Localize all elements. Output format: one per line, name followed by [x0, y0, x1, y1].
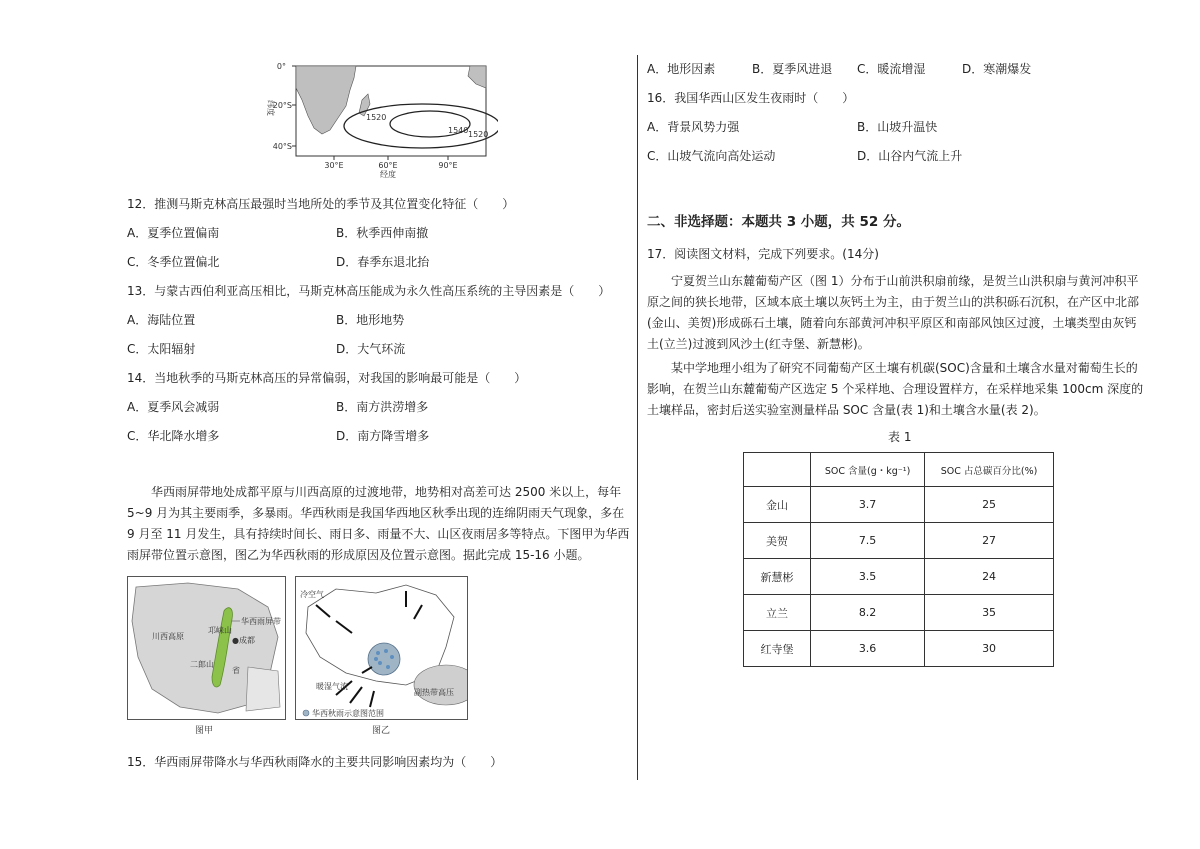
pressure-map-svg — [258, 58, 498, 178]
table-cell-site: 金山 — [744, 487, 811, 523]
figure-jia-map — [128, 577, 285, 719]
passage-15-16: 华西雨屏带地处成都平原与川西高原的过渡地带，地势相对高差可达 2500 米以上，每年 5~9 月为其主要雨季，多暴雨。华西秋雨是我国华西地区秋季出现的连绵阴雨天气现象，多在 9 月至 11 月发生，具有持续时间长、雨日多、雨量不大、山区夜雨居多等特点。下图甲为华西雨屏带位置示意图，图乙为华西秋雨的形成原因及位置示意图。据此完成 15-16 小题。 — [127, 485, 630, 562]
table-cell-site: 新慧彬 — [744, 559, 811, 595]
section-2-heading: 二、非选择题：本题共 3 小题，共 52 分。 — [647, 214, 910, 230]
q15-option-d: D．寒潮爆发 — [962, 62, 1032, 76]
q12-option-d: D．春季东退北抬 — [336, 255, 430, 269]
legend-huaxi-autumn-rain: 华西秋雨示意图范围 — [312, 709, 384, 718]
table-row — [744, 523, 1054, 559]
x-tick-60e: 60°E — [378, 161, 398, 170]
table-cell-pct: 25 — [925, 487, 1054, 523]
q12-option-a: A．夏季位置偏南 — [127, 226, 220, 240]
y-tick-40s: 40°S — [272, 142, 292, 151]
y-axis-label: 纬度 — [266, 100, 275, 116]
table-cell-site: 美贺 — [744, 523, 811, 559]
table-cell-site: 红寺堡 — [744, 631, 811, 667]
q15-stem: 15．华西雨屏带降水与华西秋雨降水的主要共同影响因素均为（ ） — [127, 755, 503, 769]
q16-option-c: C．山坡气流向高处运动 — [647, 149, 776, 163]
table-cell-soc: 7.5 — [811, 523, 925, 559]
q13-option-c: C．太阳辐射 — [127, 342, 196, 356]
q17-paragraph-2: 某中学地理小组为了研究不同葡萄产区土壤有机碳(SOC)含量和土壤含水量对葡萄生长的影响，在贺兰山东麓葡萄产区选定 5 个采样地、合理设置样方，在采样地采集 100cm 深度的土壤样品，密封后送实验室测量样品 SOC 含量(表 1)和土壤含水量(表 2)。 — [647, 361, 1144, 417]
x-tick-90e: 90°E — [438, 161, 458, 170]
q16-stem: 16．我国华西山区发生夜雨时（ ） — [647, 91, 855, 105]
q13-option-a: A．海陆位置 — [127, 313, 196, 327]
q13-option-b: B．地形地势 — [336, 313, 405, 327]
q16-option-d: D．山谷内气流上升 — [857, 149, 963, 163]
q12-option-c: C．冬季位置偏北 — [127, 255, 220, 269]
isobar-label-1540: 1540 — [448, 126, 469, 135]
table-cell-soc: 3.7 — [811, 487, 925, 523]
table-header-row — [744, 453, 1054, 487]
label-chengdu: ●成都 — [232, 636, 255, 645]
figure-jia-caption: 图甲 — [195, 726, 214, 736]
table-cell-soc: 3.6 — [811, 631, 925, 667]
label-qionglai-mountain: 邛崃山 — [208, 626, 232, 635]
table1-title: 表 1 — [888, 430, 912, 444]
table-cell-pct: 24 — [925, 559, 1054, 595]
figure-yi — [295, 576, 468, 720]
q15-option-b: B．夏季风进退 — [752, 62, 833, 76]
table-header-pct: SOC 占总碳百分比(%) — [925, 453, 1054, 487]
q13-stem: 13．与蒙古西伯利亚高压相比，马斯克林高压能成为永久性高压系统的主导因素是（ ） — [127, 284, 611, 298]
table-row — [744, 631, 1054, 667]
table-cell-site: 立兰 — [744, 595, 811, 631]
q15-option-c: C．暖流增湿 — [857, 62, 926, 76]
table-row — [744, 487, 1054, 523]
figure-jia — [127, 576, 286, 720]
q12-stem: 12．推测马斯克林高压最强时当地所处的季节及其位置变化特征（ ） — [127, 197, 515, 211]
table-1 — [743, 452, 1054, 667]
x-axis-label: 经度 — [380, 170, 396, 178]
table-row — [744, 559, 1054, 595]
q17-paragraph-1: 宁夏贺兰山东麓葡萄产区（图 1）分布于山前洪积扇前缘，是贺兰山洪积扇与黄河冲积平原之间的狭长地带，区域本底土壤以灰钙土为主，由于贺兰山的洪积砾石沉积，在产区中北部(金山、美贺)形成砾石土壤，随着向东部黄河冲积平原区和南部风蚀区过渡，土壤类型由灰钙土(立兰)过渡到风沙土(红寺堡、新慧彬)。 — [647, 274, 1140, 351]
pressure-map-figure — [258, 58, 498, 178]
q16-option-b: B．山坡升温快 — [857, 120, 938, 134]
q14-option-c: C．华北降水增多 — [127, 429, 220, 443]
table-cell-soc: 3.5 — [811, 559, 925, 595]
y-tick-20s: 20°S — [272, 101, 292, 110]
table-cell-pct: 27 — [925, 523, 1054, 559]
column-divider — [637, 55, 638, 780]
isobar-label-1520-b: 1520 — [468, 130, 489, 139]
q17-stem: 17．阅读图文材料，完成下列要求。(14分) — [647, 247, 879, 261]
y-tick-0: 0° — [276, 62, 286, 71]
label-huaxi-band: 华西雨屏带 — [241, 617, 281, 626]
q14-stem: 14．当地秋季的马斯克林高压的异常偏弱，对我国的影响最可能是（ ） — [127, 371, 527, 385]
q13-option-d: D．大气环流 — [336, 342, 406, 356]
label-warm-moist-flow: 暖湿气流 — [316, 682, 348, 691]
isobar-label-1520-a: 1520 — [366, 113, 387, 122]
figure-yi-map — [296, 577, 467, 719]
q15-option-a: A．地形因素 — [647, 62, 716, 76]
label-subtropical-high: 副热带高压 — [414, 688, 454, 697]
table-header-soc: SOC 含量(g・kg⁻¹) — [811, 453, 925, 487]
table-cell-soc: 8.2 — [811, 595, 925, 631]
x-tick-30e: 30°E — [324, 161, 344, 170]
table-cell-pct: 35 — [925, 595, 1054, 631]
q12-option-b: B．秋季西伸南撤 — [336, 226, 429, 240]
label-chuanxi-plateau: 川西高原 — [152, 632, 184, 641]
table-header-site — [744, 453, 811, 487]
q14-option-b: B．南方洪涝增多 — [336, 400, 429, 414]
label-cold-air: 冷空气 — [300, 590, 324, 599]
q14-option-d: D．南方降雪增多 — [336, 429, 430, 443]
label-erlang-mountain: 二郎山 — [190, 660, 214, 669]
figure-yi-caption: 图乙 — [372, 726, 391, 736]
table-cell-pct: 30 — [925, 631, 1054, 667]
table-row — [744, 595, 1054, 631]
q14-option-a: A．夏季风会减弱 — [127, 400, 220, 414]
label-sheng: 省 — [232, 666, 240, 675]
q16-option-a: A．背景风势力强 — [647, 120, 740, 134]
